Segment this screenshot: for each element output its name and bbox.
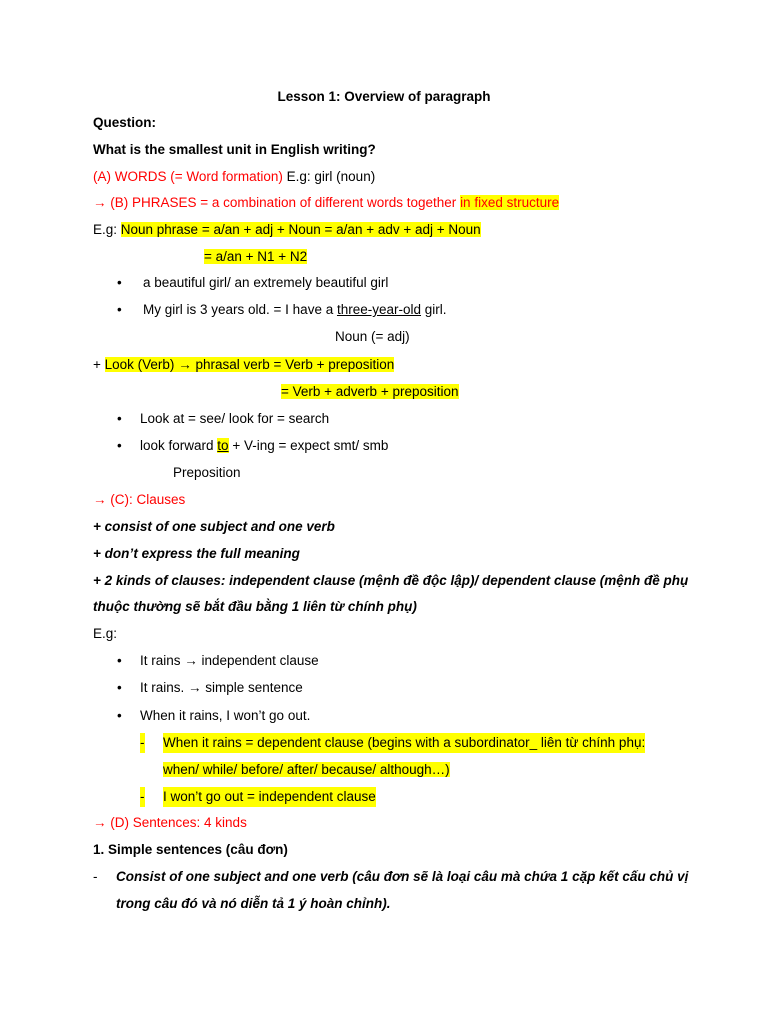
bullet-item	[0, 436, 768, 456]
line-noun-phrase	[93, 220, 481, 240]
dash-marker: -	[140, 733, 145, 753]
line-look-verb	[93, 355, 394, 375]
dash-item	[0, 867, 768, 887]
words-example: E.g: girl (noun)	[282, 169, 376, 184]
bullet-text	[140, 436, 388, 456]
bullet-item	[0, 300, 768, 320]
bullet-text-part: My girl is 3 years old. = I have a	[143, 302, 337, 317]
dash-text: When it rains = dependent clause (begins with a subordinator_ liên từ chính phụ:	[163, 733, 645, 753]
question-label: Question:	[93, 115, 156, 130]
fixed-structure-highlight: in fixed structure	[460, 195, 560, 210]
look-forward-rest: + V-ing = expect smt/ smb	[228, 438, 389, 453]
bullet-item	[0, 273, 768, 293]
dash-marker: -	[93, 869, 98, 884]
bullet-text	[140, 678, 303, 698]
bullet-text: When it rains, I won’t go out.	[140, 708, 311, 723]
dash-text-cont: when/ while/ before/ after/ because/ although…)	[163, 762, 450, 777]
bullet-icon: •	[117, 680, 122, 695]
look-verb-highlight	[105, 357, 395, 372]
preposition-note: Preposition	[173, 465, 241, 480]
words-label: (A) WORDS (= Word formation)	[93, 169, 283, 184]
verb-adverb-formula: = Verb + adverb + preposition	[281, 384, 459, 399]
question-text: What is the smallest unit in English writing?	[93, 142, 376, 157]
dash-item	[0, 733, 768, 753]
it-rains-text: It rains	[140, 653, 185, 668]
bullet-item	[0, 706, 768, 726]
clause-point: + 2 kinds of clauses: independent clause (mệnh đề độc lập)/ dependent clause (mệnh đề phụ	[93, 573, 689, 588]
arrow-right-icon: →	[188, 680, 202, 695]
page-title: Lesson 1: Overview of paragraph	[277, 89, 491, 104]
bullet-text	[140, 651, 319, 671]
noun-adj-note: Noun (= adj)	[335, 329, 410, 344]
noun-phrase-formula-1: Noun phrase = a/an + adj + Noun = a/an + adv + adj + Noun	[120, 222, 481, 237]
dash-item	[0, 787, 768, 807]
bullet-text	[143, 300, 447, 320]
dash-marker: -	[140, 787, 145, 807]
bullet-icon: •	[117, 275, 122, 290]
plus-sign: +	[93, 357, 105, 372]
bullet-icon: •	[117, 302, 122, 317]
bullet-icon: •	[117, 653, 122, 668]
bullet-icon: •	[117, 708, 122, 723]
phrasal-verb-text: phrasal verb = Verb + preposition	[191, 357, 395, 372]
three-year-old-underlined: three-year-old	[336, 302, 422, 317]
clause-point: + consist of one subject and one verb	[93, 519, 335, 534]
look-forward-text: look forward	[140, 438, 218, 453]
arrow-right-icon: →	[93, 815, 107, 830]
eg-label-2: E.g:	[93, 626, 118, 641]
line-d-sentences	[93, 813, 247, 833]
line-c-clauses	[93, 490, 185, 510]
bullet-text: Look at = see/ look for = search	[140, 411, 330, 426]
bullet-item	[0, 651, 768, 671]
bullet-item	[0, 409, 768, 429]
arrow-right-icon: →	[184, 653, 198, 668]
clauses-label: (C): Clauses	[106, 492, 186, 507]
eg-label: E.g:	[93, 222, 121, 237]
simple-sentence-text: simple sentence	[201, 680, 303, 695]
independent-clause-text: independent clause	[197, 653, 319, 668]
noun-phrase-formula-2: = a/an + N1 + N2	[204, 249, 308, 264]
bullet-icon: •	[117, 438, 122, 453]
line-verb-adverb	[281, 382, 459, 402]
line-a-words	[93, 167, 375, 187]
line-b-phrases	[93, 193, 559, 213]
simple-sentences-heading: 1. Simple sentences (câu đơn)	[93, 842, 288, 857]
dash-text-continued: trong câu đó và nó diễn tả 1 ý hoàn chỉnh).	[116, 896, 391, 911]
phrases-label: (B) PHRASES = a combination of different words together	[106, 195, 461, 210]
line-noun-phrase-2	[204, 247, 307, 267]
bullet-text: a beautiful girl/ an extremely beautiful girl	[143, 275, 389, 290]
to-highlight: to	[217, 438, 229, 453]
arrow-right-icon: →	[93, 195, 107, 210]
arrow-right-icon: →	[93, 492, 107, 507]
arrow-right-icon: →	[178, 357, 192, 372]
sentences-label: (D) Sentences: 4 kinds	[106, 815, 247, 830]
clause-point: + don’t express the full meaning	[93, 546, 300, 561]
look-verb-text: Look (Verb)	[104, 357, 179, 372]
it-rains-text: It rains.	[140, 680, 189, 695]
dash-text: I won’t go out = independent clause	[163, 787, 376, 807]
dash-text: Consist of one subject and one verb (câu đơn sẽ là loại câu mà chứa 1 cặp kết cấu chủ vị	[116, 869, 689, 884]
dash-text-continued	[163, 760, 450, 780]
clause-point-continued: thuộc thường sẽ bắt đầu bằng 1 liên từ chính phụ)	[93, 599, 417, 614]
bullet-icon: •	[117, 411, 122, 426]
bullet-item	[0, 678, 768, 698]
bullet-text-end: girl.	[421, 302, 447, 317]
